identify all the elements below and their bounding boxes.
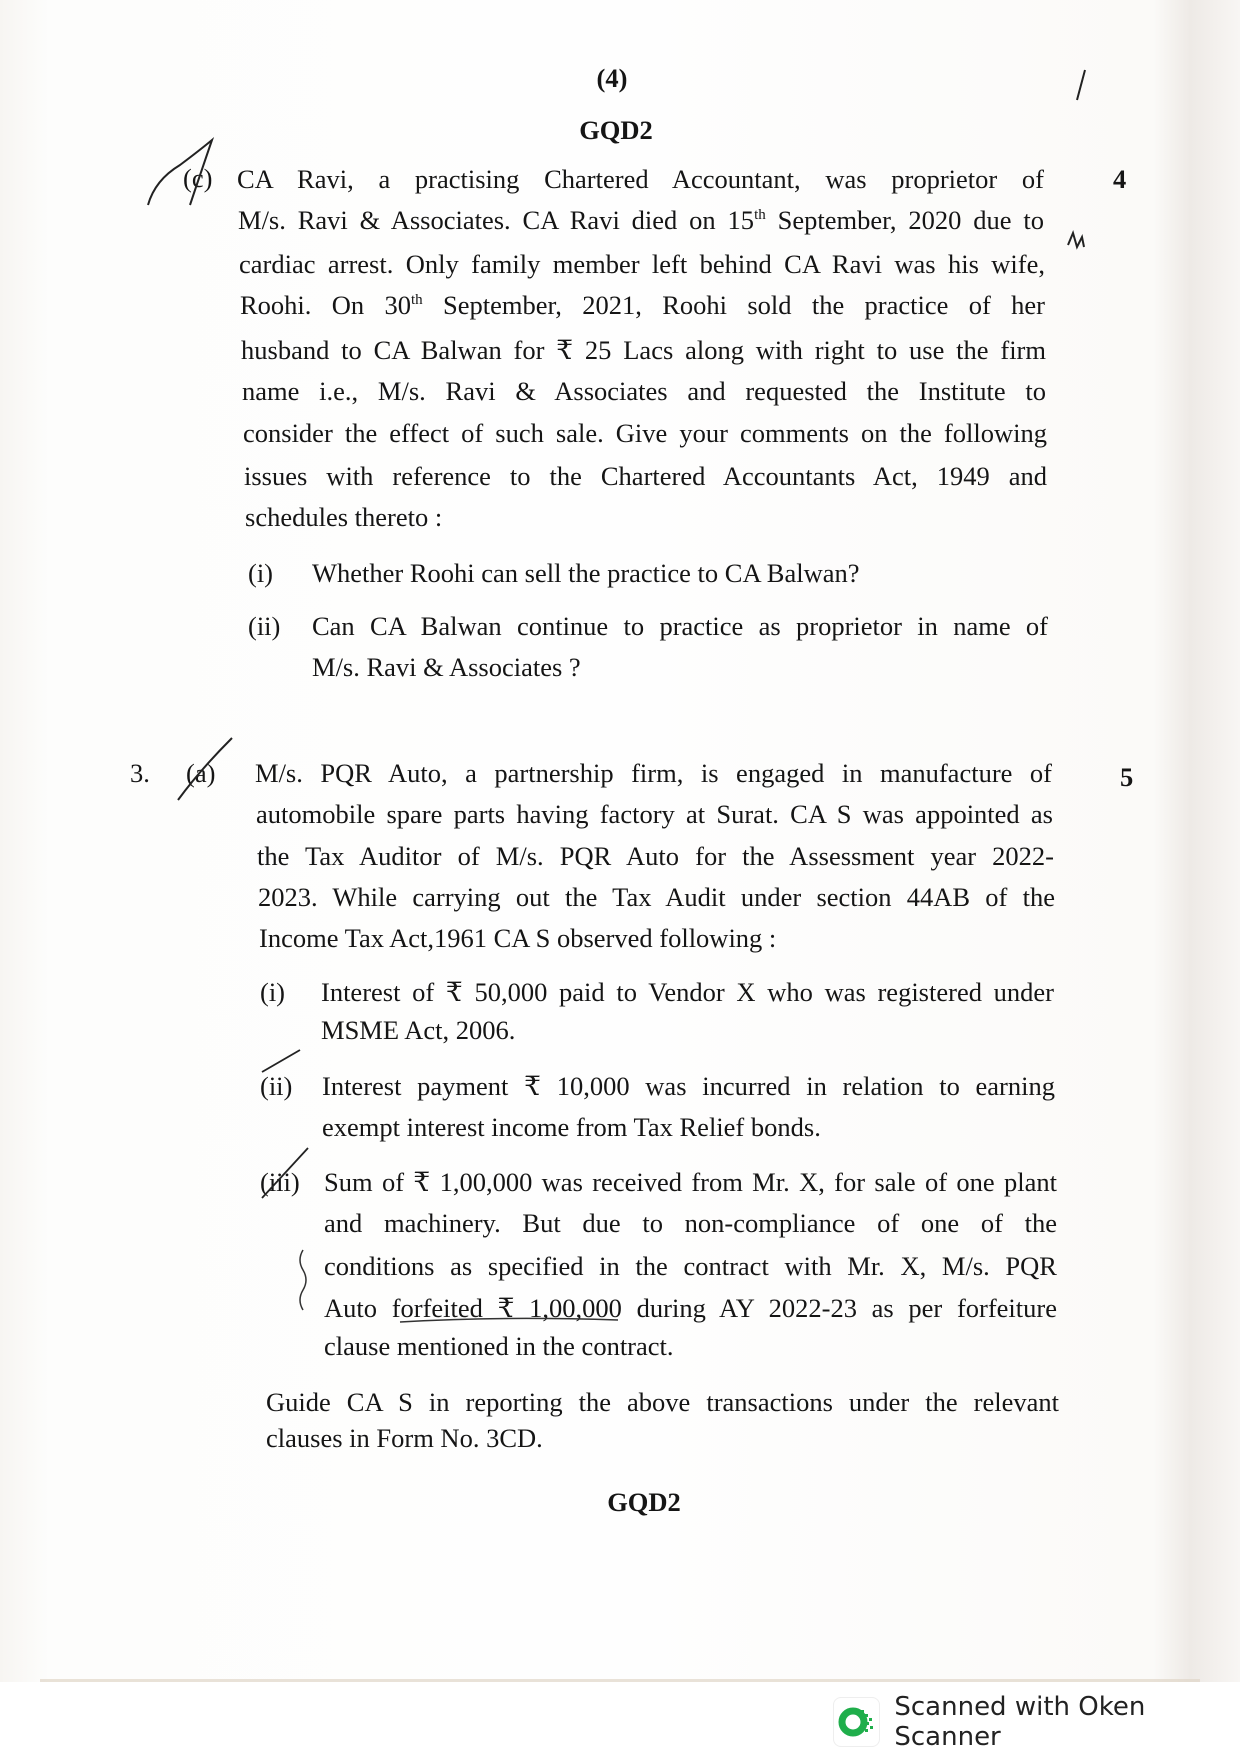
item-label: (i) <box>248 558 274 588</box>
paper-code-header: GQD2 <box>579 115 653 145</box>
question-number: 3. <box>130 758 150 788</box>
closing-line: Guide CA S in reporting the above transactions under the relevant <box>266 1387 1059 1417</box>
paragraph-line: husband to CA Balwan for ₹ 25 Lacs along with right to use the firm <box>241 335 1046 365</box>
oken-scanner-logo <box>833 1697 880 1747</box>
paragraph-line: automobile spare parts having factory at Surat. CA S was appointed as <box>256 799 1053 829</box>
paragraph-line: 2023. While carrying out the Tax Audit under section 44AB of the <box>258 882 1055 912</box>
closing-line: clauses in Form No. 3CD. <box>266 1423 543 1453</box>
item-line: Interest of ₹ 50,000 paid to Vendor X who was registered under <box>321 977 1054 1007</box>
paragraph-line: cardiac arrest. Only family member left behind CA Ravi was his wife, <box>239 249 1045 279</box>
item-line: clause mentioned in the contract. <box>324 1331 674 1361</box>
question-label: (a) <box>186 758 216 788</box>
item-line: and machinery. But due to non-compliance of one of the <box>324 1208 1057 1238</box>
paragraph-line: M/s. PQR Auto, a partnership firm, is engaged in manufacture of <box>255 758 1052 788</box>
paragraph-line: Roohi. On 30th September, 2021, Roohi sold the practice of her <box>240 290 1045 320</box>
item-label: (ii) <box>248 611 281 641</box>
paragraph-line: M/s. Ravi & Associates. CA Ravi died on 15th September, 2020 due to <box>238 205 1044 235</box>
paragraph-line: the Tax Auditor of M/s. PQR Auto for the Assessment year 2022- <box>257 841 1054 871</box>
paragraph-line: issues with reference to the Chartered Accountants Act, 1949 and <box>244 461 1047 491</box>
scanner-watermark <box>833 1692 1240 1752</box>
page-number: (4) <box>596 63 628 93</box>
marks: 4 <box>1113 164 1127 194</box>
paragraph-line: Income Tax Act,1961 CA S observed following : <box>259 923 777 953</box>
paragraph-line: schedules thereto : <box>245 502 443 532</box>
item-label: (i) <box>260 977 286 1007</box>
paper-code-footer: GQD2 <box>607 1487 681 1517</box>
item-line: Interest payment ₹ 10,000 was incurred in relation to earning <box>322 1071 1055 1101</box>
item-label: (iii) <box>260 1167 300 1197</box>
item-line: Auto forfeited ₹ 1,00,000 during AY 2022-23 as per forfeiture <box>324 1293 1057 1323</box>
question-label: (c) <box>183 163 213 193</box>
paragraph-line: consider the effect of such sale. Give your comments on the following <box>243 418 1047 448</box>
paragraph-line: name i.e., M/s. Ravi & Associates and requested the Institute to <box>242 376 1046 406</box>
item-line: MSME Act, 2006. <box>321 1015 516 1045</box>
marks: 5 <box>1120 762 1134 792</box>
item-line: Whether Roohi can sell the practice to CA Balwan? <box>312 558 860 588</box>
item-line: Can CA Balwan continue to practice as proprietor in name of <box>312 611 1048 641</box>
item-line: exempt interest income from Tax Relief bonds. <box>322 1112 821 1142</box>
item-label: (ii) <box>260 1071 293 1101</box>
item-line: Sum of ₹ 1,00,000 was received from Mr. X, for sale of one plant <box>324 1167 1057 1197</box>
paragraph-line: CA Ravi, a practising Chartered Accountant, was proprietor of <box>237 164 1044 194</box>
scanner-watermark-text: Scanned with Oken Scanner <box>894 1692 1146 1752</box>
item-line: M/s. Ravi & Associates ? <box>312 652 581 682</box>
item-line: conditions as specified in the contract with Mr. X, M/s. PQR <box>324 1251 1057 1281</box>
